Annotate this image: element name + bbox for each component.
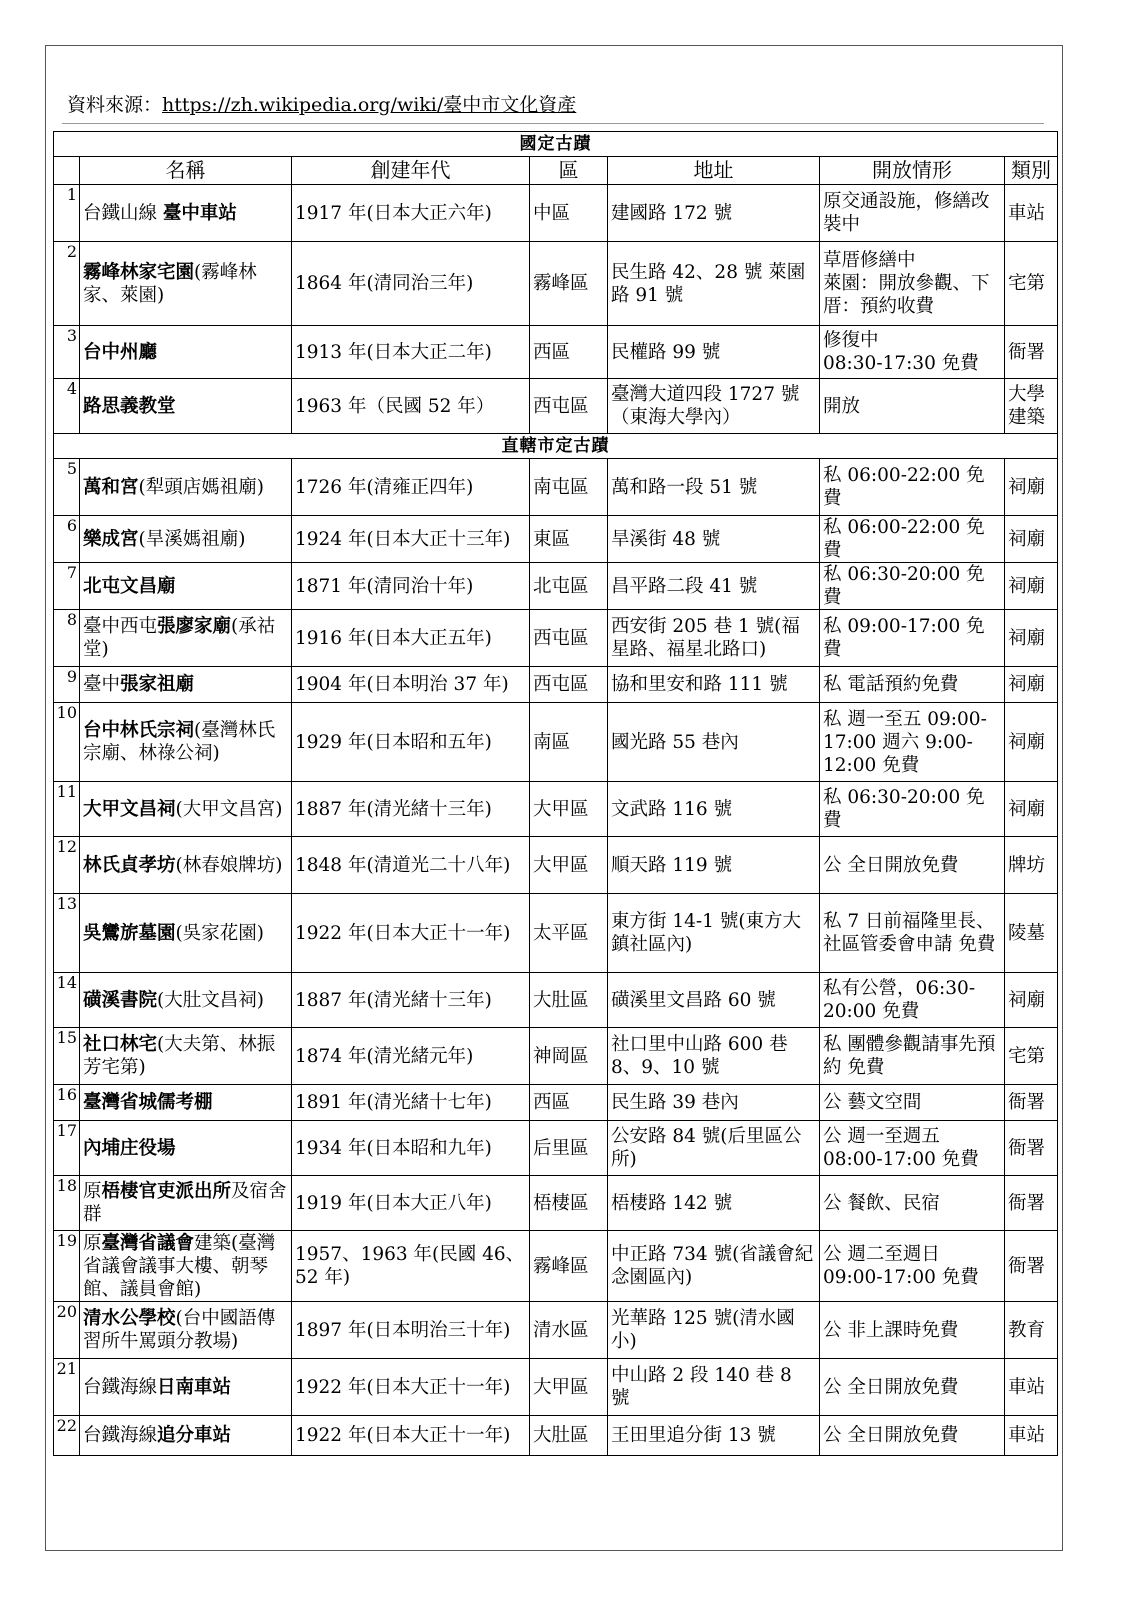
site-name [80, 667, 292, 703]
district: 南區 [530, 703, 608, 782]
row-number: 10 [56, 703, 77, 722]
district: 清水區 [530, 1302, 608, 1359]
open-status: 公 全日開放免費 [820, 837, 1005, 894]
col-category: 類別 [1005, 157, 1058, 185]
category: 祠廟 [1005, 516, 1058, 563]
built-year: 1957、1963 年(民國 46、52 年) [292, 1231, 530, 1302]
table-row [54, 242, 1058, 326]
site-name-bold: 臺灣省城儒考棚 [83, 1092, 213, 1113]
site-name [80, 837, 292, 894]
site-name [80, 1176, 292, 1231]
open-status: 開放 [820, 379, 1005, 434]
category: 衙署 [1005, 326, 1058, 379]
address: 磺溪里文昌路 60 號 [608, 973, 820, 1028]
site-name [80, 1121, 292, 1176]
site-name-suffix: (大肚文昌祠) [157, 989, 264, 1011]
row-number: 16 [56, 1085, 77, 1104]
category: 祠廟 [1005, 563, 1058, 610]
site-name-suffix: 及宿舍群 [83, 1181, 287, 1225]
site-name [80, 563, 292, 610]
open-status: 公 週一至週五 08:00-17:00 免費 [820, 1121, 1005, 1176]
category: 陵墓 [1005, 894, 1058, 973]
address: 文武路 116 號 [608, 782, 820, 837]
row-number-cell [54, 667, 80, 703]
row-number: 3 [66, 326, 77, 345]
col-name: 名稱 [80, 157, 292, 185]
category: 祠廟 [1005, 459, 1058, 516]
built-year: 1924 年(日本大正十三年) [292, 516, 530, 563]
row-number: 13 [56, 894, 77, 913]
row-number: 8 [66, 610, 77, 629]
row-number-cell [54, 1121, 80, 1176]
site-name-bold: 社口林宅 [83, 1034, 158, 1055]
site-name [80, 516, 292, 563]
built-year: 1919 年(日本大正八年) [292, 1176, 530, 1231]
address: 王田里追分街 13 號 [608, 1416, 820, 1456]
address: 中正路 734 號(省議會紀念園區內) [608, 1231, 820, 1302]
built-year: 1887 年(清光緒十三年) [292, 782, 530, 837]
row-number: 11 [56, 782, 77, 801]
row-number: 6 [66, 516, 77, 535]
col-address: 地址 [608, 157, 820, 185]
built-year: 1904 年(日本明治 37 年) [292, 667, 530, 703]
site-name-bold: 內埔庄役場 [83, 1137, 176, 1159]
open-status: 原交通設施，修繕改裝中 [820, 185, 1005, 242]
source-label: 資料來源： [67, 94, 163, 116]
row-number: 12 [56, 837, 77, 856]
address: 公安路 84 號(后里區公所) [608, 1121, 820, 1176]
section-national-title: 國定古蹟 [54, 132, 1058, 157]
site-name-bold: 北屯文昌廟 [83, 575, 176, 597]
district: 南屯區 [530, 459, 608, 516]
site-name-bold: 萬和宮 [83, 476, 139, 498]
site-name-suffix: 建築(臺灣省議會議事大樓、朝琴館、議員會館) [83, 1232, 276, 1300]
site-name [80, 973, 292, 1028]
site-name-bold: 張家祖廟 [120, 674, 195, 695]
category: 衙署 [1005, 1176, 1058, 1231]
district: 大甲區 [530, 782, 608, 837]
site-name-prefix: 原 [83, 1181, 102, 1202]
site-name-bold: 清水公學校 [83, 1308, 176, 1329]
row-number-cell [54, 1085, 80, 1121]
address: 臺灣大道四段 1727 號（東海大學內） [608, 379, 820, 434]
category: 祠廟 [1005, 703, 1058, 782]
row-number-cell [54, 973, 80, 1028]
category: 衙署 [1005, 1085, 1058, 1121]
address: 民生路 42、28 號 萊園路 91 號 [608, 242, 820, 326]
district: 西屯區 [530, 667, 608, 703]
address: 萬和路一段 51 號 [608, 459, 820, 516]
site-name-bold: 日南車站 [157, 1376, 232, 1398]
site-name-suffix: (大甲文昌宮) [175, 798, 283, 820]
built-year: 1922 年(日本大正十一年) [292, 1416, 530, 1456]
site-name-bold: 臺中車站 [162, 202, 237, 224]
table-row [54, 837, 1058, 894]
address: 中山路 2 段 140 巷 8 號 [608, 1359, 820, 1416]
district: 中區 [530, 185, 608, 242]
site-name-prefix: 台鐵海線 [83, 1425, 158, 1446]
row-number-cell [54, 516, 80, 563]
header-rule [62, 123, 1044, 124]
address: 梧棲路 142 號 [608, 1176, 820, 1231]
address: 民權路 99 號 [608, 326, 820, 379]
row-number-cell [54, 837, 80, 894]
site-name [80, 894, 292, 973]
heritage-table-body [54, 132, 1058, 1456]
site-name-bold: 路思義教堂 [83, 395, 176, 417]
site-name-bold: 梧棲官吏派出所 [101, 1181, 232, 1202]
site-name [80, 1231, 292, 1302]
row-number-cell [54, 1416, 80, 1456]
address: 協和里安和路 111 號 [608, 667, 820, 703]
row-number: 5 [66, 459, 77, 478]
category: 祠廟 [1005, 610, 1058, 667]
row-number: 15 [56, 1028, 77, 1047]
table-row [54, 1302, 1058, 1359]
row-number-cell [54, 782, 80, 837]
open-status: 私 06:30-20:00 免費 [820, 782, 1005, 837]
row-number: 21 [56, 1359, 77, 1378]
built-year: 1922 年(日本大正十一年) [292, 894, 530, 973]
table-row [54, 379, 1058, 434]
site-name-bold: 臺灣省議會 [101, 1232, 195, 1254]
table-row [54, 703, 1058, 782]
district: 梧棲區 [530, 1176, 608, 1231]
table-row [54, 610, 1058, 667]
category: 車站 [1005, 1359, 1058, 1416]
open-status: 草厝修繕中 萊園：開放參觀、下厝：預約收費 [820, 242, 1005, 326]
address: 西安街 205 巷 1 號(福星路、福星北路口) [608, 610, 820, 667]
district: 西屯區 [530, 379, 608, 434]
table-row [54, 973, 1058, 1028]
site-name-bold: 大甲文昌祠 [83, 798, 176, 820]
section-municipal-title: 直轄市定古蹟 [54, 434, 1058, 459]
address: 順天路 119 號 [608, 837, 820, 894]
site-name-bold: 追分車站 [157, 1425, 232, 1446]
column-header-row [54, 157, 1058, 185]
site-name-suffix: (犁頭店媽祖廟) [138, 476, 264, 498]
built-year: 1848 年(清道光二十八年) [292, 837, 530, 894]
row-number: 19 [56, 1231, 77, 1250]
site-name-suffix: (台中國語傳習所牛罵頭分教場) [83, 1308, 276, 1352]
site-name-suffix: (承祜堂) [83, 616, 276, 660]
col-open: 開放情形 [820, 157, 1005, 185]
built-year: 1917 年(日本大正六年) [292, 185, 530, 242]
district: 大肚區 [530, 973, 608, 1028]
open-status: 私 電話預約免費 [820, 667, 1005, 703]
district: 西區 [530, 326, 608, 379]
table-row [54, 563, 1058, 610]
open-status: 公 週二至週日 09:00-17:00 免費 [820, 1231, 1005, 1302]
built-year: 1913 年(日本大正二年) [292, 326, 530, 379]
site-name-prefix: 台鐵海線 [83, 1376, 158, 1398]
district: 西屯區 [530, 610, 608, 667]
built-year: 1897 年(日本明治三十年) [292, 1302, 530, 1359]
row-number-cell [54, 1359, 80, 1416]
site-name [80, 703, 292, 782]
open-status: 私有公營，06:30-20:00 免費 [820, 973, 1005, 1028]
category: 車站 [1005, 185, 1058, 242]
address: 民生路 39 巷內 [608, 1085, 820, 1121]
table-row [54, 782, 1058, 837]
table-row [54, 516, 1058, 563]
table-row [54, 1121, 1058, 1176]
address: 昌平路二段 41 號 [608, 563, 820, 610]
row-number-cell [54, 894, 80, 973]
row-number-cell [54, 1231, 80, 1302]
heritage-table [53, 131, 1058, 1456]
district: 北屯區 [530, 563, 608, 610]
address: 國光路 55 巷內 [608, 703, 820, 782]
row-number-cell [54, 185, 80, 242]
table-row [54, 1085, 1058, 1121]
site-name-bold: 吳鸞旂墓園 [83, 922, 176, 944]
site-name-suffix: (旱溪媽祖廟) [138, 528, 246, 550]
site-name-suffix: (霧峰林家、萊園) [83, 261, 257, 306]
built-year: 1929 年(日本昭和五年) [292, 703, 530, 782]
col-district: 區 [530, 157, 608, 185]
row-number-cell [54, 1028, 80, 1085]
site-name [80, 326, 292, 379]
category: 大學建築 [1005, 379, 1058, 434]
col-no [54, 157, 80, 185]
row-number: 14 [56, 973, 77, 992]
site-name-bold: 磺溪書院 [83, 989, 158, 1011]
category: 宅第 [1005, 242, 1058, 326]
table-row [54, 1359, 1058, 1416]
table-row [54, 459, 1058, 516]
site-name [80, 459, 292, 516]
site-name [80, 1085, 292, 1121]
open-status: 私 團體參觀請事先預約 免費 [820, 1028, 1005, 1085]
open-status: 公 餐飲、民宿 [820, 1176, 1005, 1231]
built-year: 1922 年(日本大正十一年) [292, 1359, 530, 1416]
built-year: 1916 年(日本大正五年) [292, 610, 530, 667]
built-year: 1874 年(清光緒元年) [292, 1028, 530, 1085]
open-status: 公 全日開放免費 [820, 1359, 1005, 1416]
table-row [54, 667, 1058, 703]
site-name [80, 185, 292, 242]
address: 光華路 125 號(清水國小) [608, 1302, 820, 1359]
row-number: 20 [56, 1302, 77, 1321]
row-number-cell [54, 326, 80, 379]
built-year: 1887 年(清光緒十三年) [292, 973, 530, 1028]
row-number-cell [54, 703, 80, 782]
row-number: 4 [66, 379, 77, 398]
open-status: 公 藝文空間 [820, 1085, 1005, 1121]
table-row [54, 1028, 1058, 1085]
table-row [54, 1416, 1058, 1456]
built-year: 1871 年(清同治十年) [292, 563, 530, 610]
row-number-cell [54, 1302, 80, 1359]
address: 東方街 14-1 號(東方大鎮社區內) [608, 894, 820, 973]
row-number: 1 [66, 185, 77, 204]
site-name-prefix: 臺中 [83, 674, 121, 695]
district: 大肚區 [530, 1416, 608, 1456]
category: 宅第 [1005, 1028, 1058, 1085]
district: 神岡區 [530, 1028, 608, 1085]
built-year: 1864 年(清同治三年) [292, 242, 530, 326]
category: 牌坊 [1005, 837, 1058, 894]
district: 大甲區 [530, 837, 608, 894]
row-number: 18 [56, 1176, 77, 1195]
district: 后里區 [530, 1121, 608, 1176]
row-number-cell [54, 379, 80, 434]
row-number: 2 [66, 242, 77, 261]
site-name [80, 242, 292, 326]
address: 社口里中山路 600 巷 8、9、10 號 [608, 1028, 820, 1085]
row-number: 9 [66, 667, 77, 686]
open-status: 私 06:30-20:00 免費 [820, 563, 1005, 610]
site-name-bold: 霧峰林家宅園 [83, 261, 195, 283]
section-municipal-row [54, 434, 1058, 459]
site-name-prefix: 台鐵山線 [83, 202, 163, 224]
row-number: 22 [56, 1416, 77, 1435]
site-name [80, 610, 292, 667]
row-number-cell [54, 242, 80, 326]
site-name-bold: 台中林氏宗祠 [83, 720, 195, 741]
category: 祠廟 [1005, 973, 1058, 1028]
table-row [54, 326, 1058, 379]
open-status: 私 06:00-22:00 免費 [820, 516, 1005, 563]
site-name-prefix: 臺中西屯 [83, 616, 158, 637]
open-status: 公 非上課時免費 [820, 1302, 1005, 1359]
site-name [80, 379, 292, 434]
site-name-suffix: (吳家花園) [175, 922, 264, 944]
category: 祠廟 [1005, 782, 1058, 837]
site-name [80, 782, 292, 837]
site-name-bold: 張廖家廟 [157, 616, 232, 637]
row-number-cell [54, 1176, 80, 1231]
row-number-cell [54, 459, 80, 516]
built-year: 1726 年(清雍正四年) [292, 459, 530, 516]
site-name [80, 1359, 292, 1416]
site-name [80, 1028, 292, 1085]
site-name-prefix: 原 [83, 1232, 102, 1254]
district: 東區 [530, 516, 608, 563]
category: 衙署 [1005, 1231, 1058, 1302]
table-row [54, 1231, 1058, 1302]
open-status: 私 週一至五 09:00-17:00 週六 9:00-12:00 免費 [820, 703, 1005, 782]
open-status: 修復中 08:30-17:30 免費 [820, 326, 1005, 379]
row-number-cell [54, 563, 80, 610]
category: 祠廟 [1005, 667, 1058, 703]
site-name-suffix: (林春娘牌坊) [175, 854, 283, 876]
site-name [80, 1416, 292, 1456]
open-status: 公 全日開放免費 [820, 1416, 1005, 1456]
open-status: 私 06:00-22:00 免費 [820, 459, 1005, 516]
source-line [67, 92, 576, 118]
source-link[interactable]: https://zh.wikipedia.org/wiki/臺中市文化資產 [162, 94, 577, 116]
site-name-bold: 樂成宮 [83, 528, 139, 550]
site-name-suffix: (大夫第、林振芳宅第) [83, 1034, 276, 1078]
district: 霧峰區 [530, 1231, 608, 1302]
section-national-row [54, 132, 1058, 157]
address: 旱溪街 48 號 [608, 516, 820, 563]
site-name-bold: 林氏貞孝坊 [83, 854, 176, 876]
row-number: 7 [66, 563, 77, 582]
row-number: 17 [56, 1121, 77, 1140]
table-row [54, 1176, 1058, 1231]
district: 西區 [530, 1085, 608, 1121]
table-row [54, 185, 1058, 242]
district: 大甲區 [530, 1359, 608, 1416]
table-row [54, 894, 1058, 973]
district: 霧峰區 [530, 242, 608, 326]
district: 太平區 [530, 894, 608, 973]
site-name-bold: 台中州廳 [83, 341, 158, 363]
site-name [80, 1302, 292, 1359]
category: 教育 [1005, 1302, 1058, 1359]
built-year: 1891 年(清光緒十七年) [292, 1085, 530, 1121]
category: 衙署 [1005, 1121, 1058, 1176]
col-year: 創建年代 [292, 157, 530, 185]
open-status: 私 09:00-17:00 免費 [820, 610, 1005, 667]
open-status: 私 7 日前福隆里長、社區管委會申請 免費 [820, 894, 1005, 973]
built-year: 1963 年（民國 52 年） [292, 379, 530, 434]
row-number-cell [54, 610, 80, 667]
address: 建國路 172 號 [608, 185, 820, 242]
built-year: 1934 年(日本昭和九年) [292, 1121, 530, 1176]
category: 車站 [1005, 1416, 1058, 1456]
site-name-suffix: (臺灣林氏宗廟、林祿公祠) [83, 720, 276, 764]
